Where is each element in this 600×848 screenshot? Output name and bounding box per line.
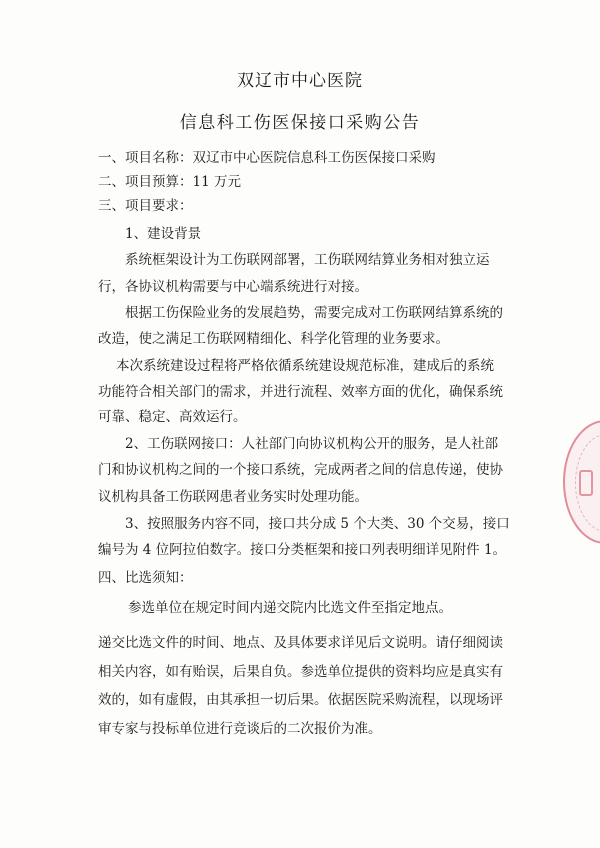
announcement-title: 信息科工伤医保接口采购公告 xyxy=(179,113,421,133)
section-heading: 1、建设背景 xyxy=(125,226,202,242)
project-requirements-heading: 三、项目要求： xyxy=(98,198,193,214)
paragraph-line: 功能符合相关部门的需求，并进行流程、效率方面的优化，确保系统 xyxy=(98,384,503,400)
paragraph-line: 系统框架设计为工伤联网部署，工伤联网结算业务相对独立运 xyxy=(125,252,490,268)
paragraph-line: 改造，使之满足工伤联网精细化、科学化管理的业务要求。 xyxy=(98,331,449,347)
paragraph-line: 议机构具备工伤联网患者业务实时处理功能。 xyxy=(98,489,368,505)
paragraph-line: 递交比选文件的时间、地点、及具体要求详见后文说明。请仔细阅读 xyxy=(98,635,503,651)
hospital-title: 双辽市中心医院 xyxy=(237,71,363,91)
paragraph-line: 3、按照服务内容不同，接口共分成 5 个大类、30 个交易，接口 xyxy=(125,516,510,532)
paragraph-line: 相关内容，如有贻误，后果自负。参选单位提供的资料均应是真实有 xyxy=(98,664,503,680)
paragraph-line: 参选单位在规定时间内递交院内比选文件至指定地点。 xyxy=(128,600,452,616)
official-seal-glyph xyxy=(579,470,593,496)
paragraph-line: 根据工伤保险业务的发展趋势，需要完成对工伤联网结算系统的 xyxy=(125,305,503,321)
paragraph-line: 可靠、稳定、高效运行。 xyxy=(98,409,247,425)
project-budget-line: 二、项目预算：11 万元 xyxy=(98,174,241,190)
paragraph-line: 编号为 4 位阿拉伯数字。接口分类框架和接口列表明细详见附件 1。 xyxy=(98,542,507,558)
paragraph-line: 门和协议机构之间的一个接口系统，完成两者之间的信息传递，使协 xyxy=(98,462,503,478)
paragraph-line: 2、工伤联网接口：人社部门向协议机构公开的服务，是人社部 xyxy=(125,436,499,452)
bidding-notice-heading: 四、比选须知： xyxy=(98,570,193,586)
paragraph-line: 审专家与投标单位进行竞谈后的二次报价为准。 xyxy=(98,721,382,737)
paragraph-line: 行，各协议机构需要与中心端系统进行对接。 xyxy=(98,279,368,295)
paragraph-line: 效的，如有虚假，由其承担一切后果。依据医院采购流程，以现场评 xyxy=(98,692,503,708)
official-seal xyxy=(563,420,600,544)
paragraph-line: 本次系统建设过程将严格依循系统建设规范标准，建成后的系统 xyxy=(116,358,494,374)
project-name-line: 一、项目名称：双辽市中心医院信息科工伤医保接口采购 xyxy=(98,150,436,166)
